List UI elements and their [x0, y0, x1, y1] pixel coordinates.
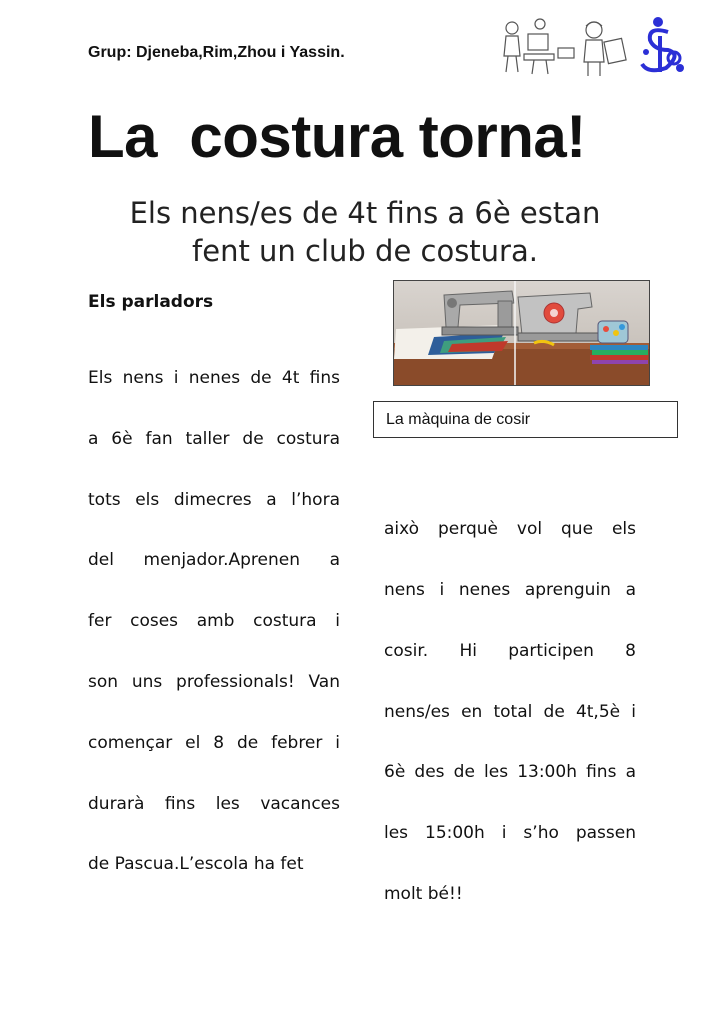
column-line: 6è des de les 13:00h fins a	[384, 762, 636, 782]
column-line: cosir. Hi participen 8	[384, 641, 636, 661]
group-credits: Grup: Djeneba,Rim,Zhou i Yassin.	[88, 44, 345, 61]
column-line: de Pascua.L’escola ha fet	[88, 854, 304, 874]
column-line: molt bé!!	[384, 884, 463, 904]
column-line: les 15:00h i s’ho passen	[384, 823, 636, 843]
column-line: son uns professionals! Van	[88, 672, 340, 692]
column-line: començar el 8 de febrer i	[88, 733, 340, 753]
column-line: fer coses amb costura i	[88, 611, 340, 631]
figure-caption: La màquina de cosir	[386, 411, 531, 428]
figure-caption-box	[373, 401, 678, 438]
sewing-machine-photo	[393, 280, 650, 386]
column-line: a 6è fan taller de costura	[88, 429, 340, 449]
column-line: nens i nenes aprenguin a	[384, 580, 636, 600]
school-logo-icon	[642, 19, 684, 72]
column-line: Els nens i nenes de 4t fins	[88, 368, 340, 388]
column-line: durarà fins les vacances	[88, 794, 340, 814]
sewing-machine-illustration	[394, 281, 649, 385]
header-icons	[498, 14, 688, 80]
column-line: nens/es en total de 4t,5è i	[384, 702, 636, 722]
column-line: del menjador.Aprenen a	[88, 550, 340, 570]
section-heading: Els parladors	[88, 292, 214, 312]
article-title: La costura torna!	[88, 103, 586, 170]
column-line: això perquè vol que els	[384, 519, 636, 539]
article-subtitle	[60, 194, 670, 270]
student-drawing-icon	[584, 22, 626, 76]
subtitle-line: fent un club de costura.	[192, 234, 538, 268]
subtitle-line: Els nens/es de 4t fins a 6è estan	[129, 196, 601, 230]
computer-kids-drawing-icon	[504, 19, 574, 74]
column-line: tots els dimecres a l’hora	[88, 490, 340, 510]
